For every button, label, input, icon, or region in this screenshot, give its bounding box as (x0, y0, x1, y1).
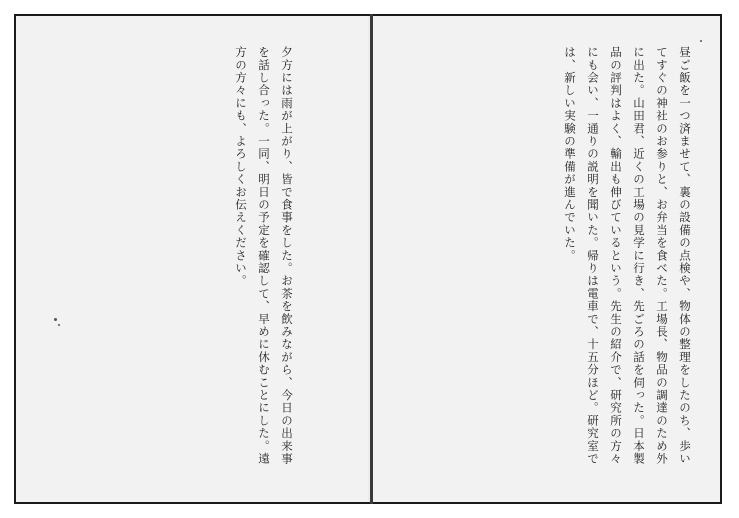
center-fold (370, 14, 373, 504)
scan-speck (58, 324, 60, 326)
right-page (373, 16, 720, 502)
scan-speck (54, 318, 57, 321)
scan-speck (700, 40, 702, 42)
right-page-handwritten-text: 昼ご飯を一つ済ませて、裏の設備の点検や、物体の整理をしたのち、歩いてすぐの神社のお参りと、お弁当を食べた。工場長、物品の調達のため外に出た。山田君、近くの工場の見学に行き、先ごろの話を伺った。日本製品の評判はよく、輸出も伸びているという。先生の紹介で、研究所の方々にも会い、一通りの説明を聞いた。帰りは電車で、十五分ほど。研究室では、新しい実験の準備が進んでいた。 (563, 46, 692, 466)
left-page (16, 16, 368, 502)
left-page-handwritten-text: 夕方には雨が上がり、皆で食事をした。お茶を飲みながら、今日の出来事を話し合った。一同、明日の予定を確認して、早めに休むことにした。遠方の方々にも、よろしくお伝えください。 (234, 46, 294, 466)
